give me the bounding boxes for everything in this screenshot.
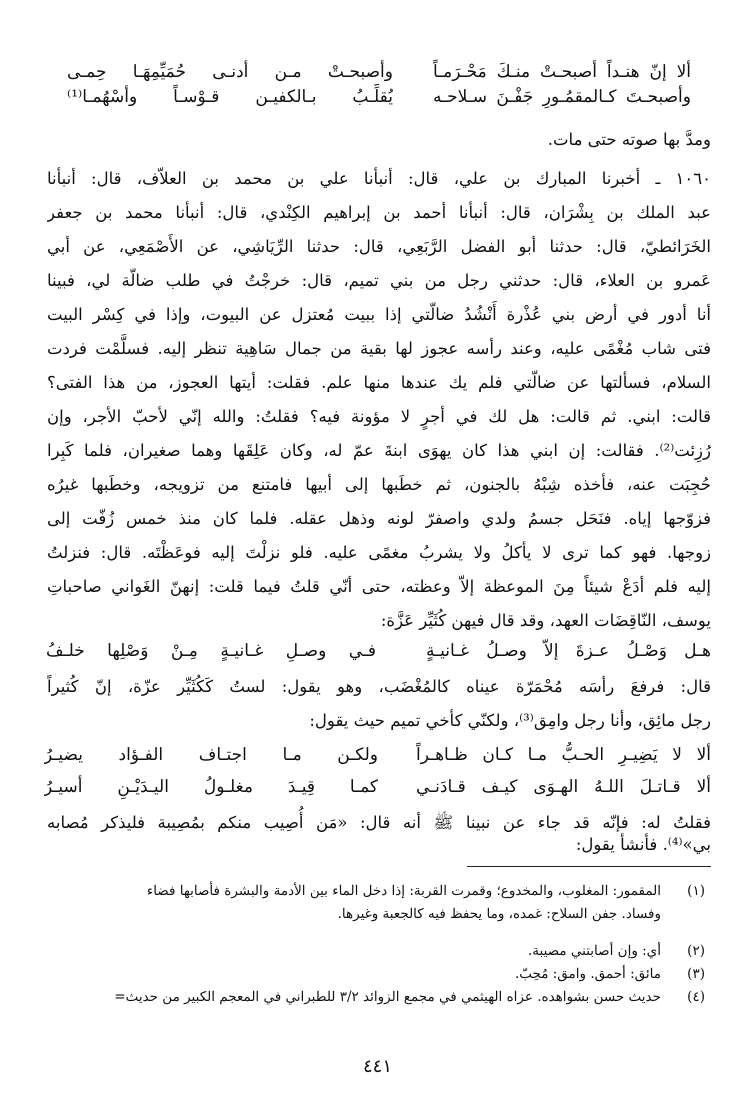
verse-hemistich-left: ولكـن مـا اجتـاف الفـؤاد يضيـرُ xyxy=(44,745,378,765)
paragraph-line: الخَرَائطيّ، قال: حدثنا أبو الفضل الرَّبَعِي، قال: حدثنا الرِّيَاشِي، عن الأَصْمَعِي، عن أبي xyxy=(47,237,711,256)
verse-hemistich-right: ألا قـاتـلَ اللـهُ الهـوَى كيـف قـادَنـي xyxy=(416,777,711,797)
verse-line xyxy=(0,84,755,110)
paragraph-line: يوسف، النّاقِضَات العهد، وقد قال فيهن كُثَيِّر عَزَّة: xyxy=(380,611,711,630)
paragraph-line: السلام، فسألتها عن ضالّتي فلم يك عندها منها علم. فقلت: أيتها العجوز، من هذا الفتى؟ xyxy=(47,373,711,392)
footnote-number: (٢) xyxy=(687,943,705,959)
verse-line xyxy=(0,59,755,85)
verse-closing-line: ومدَّ بها صوته حتى مات. xyxy=(547,130,711,149)
footnote-line: أي: وإن أصابتني مصيبة. xyxy=(527,943,661,959)
verse-line xyxy=(0,742,755,768)
footnote-text xyxy=(45,986,661,1009)
paragraph-line: عَمرو بن العلاء، قال: حدثني رجل من بني تميم، قال: خرجْتُ في طلب ضالّة لي، فبينا xyxy=(47,271,711,290)
footnote-line: وفساد. جفن السلاح: غمده، وما يحفظ فيه كالجعبة وغيرها. xyxy=(337,906,661,922)
verse-hemistich-left: وأصبحـتْ مـن أدنـى حُمَيِّمِهَـا حِمـى xyxy=(67,62,393,82)
paragraph-line: عبد الملك بن بِشْرَان، قال: أنبأنا أحمد بن إبراهيم الكِنْدي، قال: أنبأنا محمد بن جعفر xyxy=(47,203,711,222)
footnote-text xyxy=(45,963,661,986)
paragraph-line: زوجها. فهو كما ترى لا يأكلُ ولا يشربُ مغمًى عليه. فلو نزلْتَ إليه فوعَظْتَه. قال: فنزلتُ xyxy=(47,543,711,562)
footnote-line: حديث حسن بشواهده. عزاه الهيثمي في مجمع الزوائد ٣/٢ للطبراني في المعجم الكبير من حديث= xyxy=(114,989,661,1005)
footnote xyxy=(45,880,705,926)
paragraph-line: إليه فلم أدَعْ شيئاً مِنَ الموعظة إلاّ وعظته، حتى أنّي قلتُ فيما قلت: إنهنّ الغَواني صاحباتِ xyxy=(47,577,711,596)
paragraph-line: ١٠٦٠ ـ أخبرنا المبارك بن علي، قال: أنبأنا علي بن محمد بن العلاّف، قال: أنبأنا xyxy=(47,169,711,188)
footnote-number: (١) xyxy=(687,883,705,899)
footnote-line: مائق: أحمق. وامق: مُحِبّ. xyxy=(514,966,661,982)
paragraph-line: قال: فرفعَ رأسَه مُحْمَرّة عيناه كالمُغْضَب، وهو يقول: لستُ كَكُثَيِّر عزّة، إنّ كُثيراً xyxy=(47,677,711,696)
paragraph-line: رجل مائِق، وأنا رجل وامِق⁽³⁾، ولكنّي كأخي تميم حيث يقول: xyxy=(309,711,711,730)
verse-hemistich-right: ألا إنّ هنـداً أصبحـتْ منـكَ مَحْـرَمـاً xyxy=(433,62,691,82)
paragraph-line: فتى شاب مُغْمًى عليه، وعند رأسه عجوز لها بقية من جمال سَاهِية تنظر إليه. فسلَّمْت فردت xyxy=(47,339,711,358)
paragraph-line: فقلتُ له: فإنّه قد جاء عن نبينا ﷺ أنه قال: «مَن أُصِيب منكم بمُصِيبة فليذكر مُصابه xyxy=(47,813,711,832)
verse-hemistich-right: وأصبحـتَ كـالمقمُـورِ جَفْـنَ سـلاحـه xyxy=(433,87,691,107)
paragraph-line: قالت: ابني. ثم قالت: هل لك في أجرٍ لا مؤونة فيه؟ فقلتُ: والله إنّي لأحبّ الأجر، وإن xyxy=(47,407,711,426)
footnote xyxy=(45,986,705,1009)
footnote xyxy=(45,940,705,963)
verse-hemistich-right: ألا لا يَضِيـرِ الحـبُّ مـا كـان ظـاهـراً xyxy=(416,745,711,765)
footnote xyxy=(45,963,705,986)
footnote-text xyxy=(45,880,661,926)
verse-hemistich-left: فـي وصـلِ غـانيـةٍ مِـنْ وَصْلِها خلـفُ xyxy=(46,641,376,661)
paragraph-line: فزوّجها إياه. فنَحَل جسمُ ولدي واصفرّ لونه وذهل عقله. فلما كان منذ خمس زُفّت إلى xyxy=(47,509,711,528)
paragraph-line: حُجِبَت عنه، فأخذه شِبْهُ بالجنون، ثم خطَبها إلى أبيها فامتنع من تزويجه، وخطَبها غيرُه xyxy=(47,475,711,494)
footnote-number: (٤) xyxy=(687,989,705,1005)
footnote-text xyxy=(45,940,661,963)
verse-line xyxy=(0,774,755,800)
page-number: ٤٤١ xyxy=(362,1056,392,1077)
paragraph-line: أنا أدور في أرض بني عُذْرة أَنْشُدُ ضالّتي إذا ببيت مُعتزل عن البيوت، وإذا في كِسْر البيت xyxy=(47,305,711,324)
verse-hemistich-left: يُقلِّـبُ بـالكفيـن قـوْسـاً وأسْهُمـا⁽¹⁾ xyxy=(67,87,393,107)
footnote-number: (٣) xyxy=(687,966,705,982)
verse-hemistich-left: كمـا قِيـدَ مغلـولُ اليـدَيْـنِ أسيـرُ xyxy=(44,777,378,797)
footnote-separator xyxy=(467,866,711,867)
verse-line xyxy=(0,638,755,664)
paragraph-line: بي»⁽⁴⁾. فأنشأ يقول: xyxy=(575,835,711,854)
paragraph-line: رُزِئت⁽²⁾. فقالت: إن ابني هذا كان يهوَى ابنةَ عمّ له، وكان عَلِقَها وهما صغيران، فلما كَبِرا xyxy=(47,441,711,460)
verse-hemistich-right: هـل وَصْـلُ عـزةَ إلاّ وصـلُ غـانيـةٍ xyxy=(426,641,711,661)
footnote-line: المقمور: المغلوب، والمخدوع؛ وقمرت القربة: إذا دخل الماء بين الأدمة والبشرة فأصابها فضاء xyxy=(146,883,661,899)
